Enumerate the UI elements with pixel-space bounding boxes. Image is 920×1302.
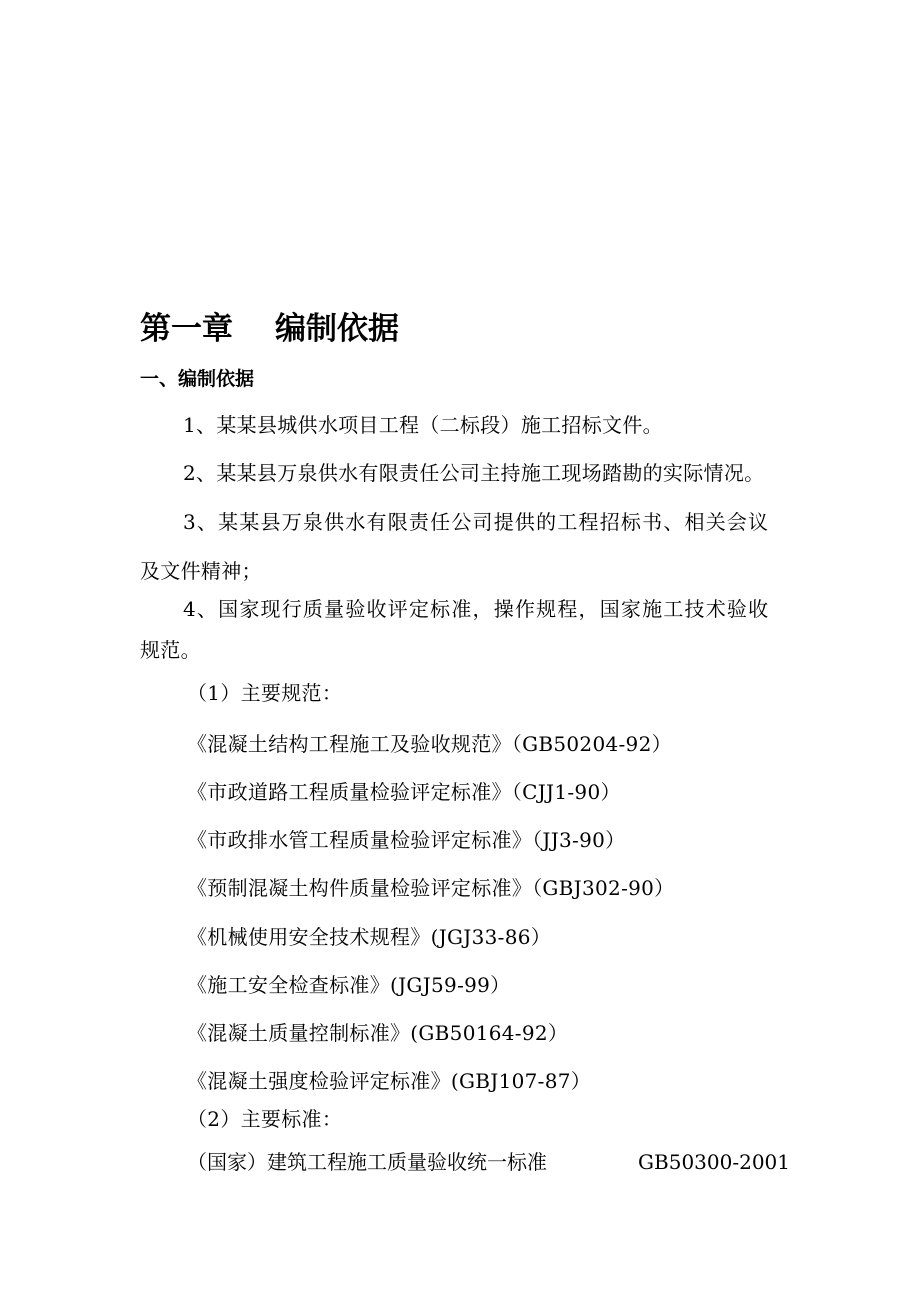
- standard-code: GB50300-2001: [638, 1150, 790, 1174]
- basis-item-continuation: 及文件精神；: [140, 559, 262, 583]
- chapter-number: 第一章: [140, 311, 233, 347]
- spec-item: 《市政排水管工程质量检验评定标准》（JJ3-90）: [187, 828, 626, 852]
- chapter-name: 编制依据: [275, 311, 399, 347]
- basis-item: 1、某某县城供水项目工程（二标段）施工招标文件。: [183, 413, 663, 437]
- standard-row: [187, 1150, 790, 1174]
- spec-item: 《市政道路工程质量检验评定标准》（CJJ1-90）: [187, 780, 621, 804]
- standard-name: （国家）建筑工程施工质量验收统一标准: [187, 1150, 547, 1174]
- main-specs-heading: （1）主要规范：: [187, 681, 343, 705]
- spec-item: 《机械使用安全技术规程》(JGJ33-86）: [187, 925, 552, 949]
- spec-item: 《混凝土质量控制标准》(GB50164-92）: [187, 1021, 569, 1045]
- main-standards-heading: （2）主要标准：: [187, 1107, 343, 1131]
- spec-item: 《预制混凝土构件质量检验评定标准》（GBJ302-90）: [187, 876, 675, 900]
- basis-item: 3、某某县万泉供水有限责任公司提供的工程招标书、相关会议: [183, 510, 770, 534]
- basis-item-continuation: 规范。: [140, 638, 201, 662]
- spec-item: 《施工安全检查标准》(JGJ59-99）: [187, 973, 511, 997]
- basis-item: 2、某某县万泉供水有限责任公司主持施工现场踏勘的实际情况。: [183, 461, 765, 485]
- section-heading: 一、编制依据: [140, 368, 255, 390]
- spec-item: 《混凝土结构工程施工及验收规范》（GB50204-92）: [187, 732, 672, 756]
- chapter-title: [140, 309, 399, 349]
- basis-item: 4、国家现行质量验收评定标准，操作规程，国家施工技术验收: [183, 597, 770, 621]
- spec-item: 《混凝土强度检验评定标准》(GBJ107-87）: [187, 1069, 592, 1093]
